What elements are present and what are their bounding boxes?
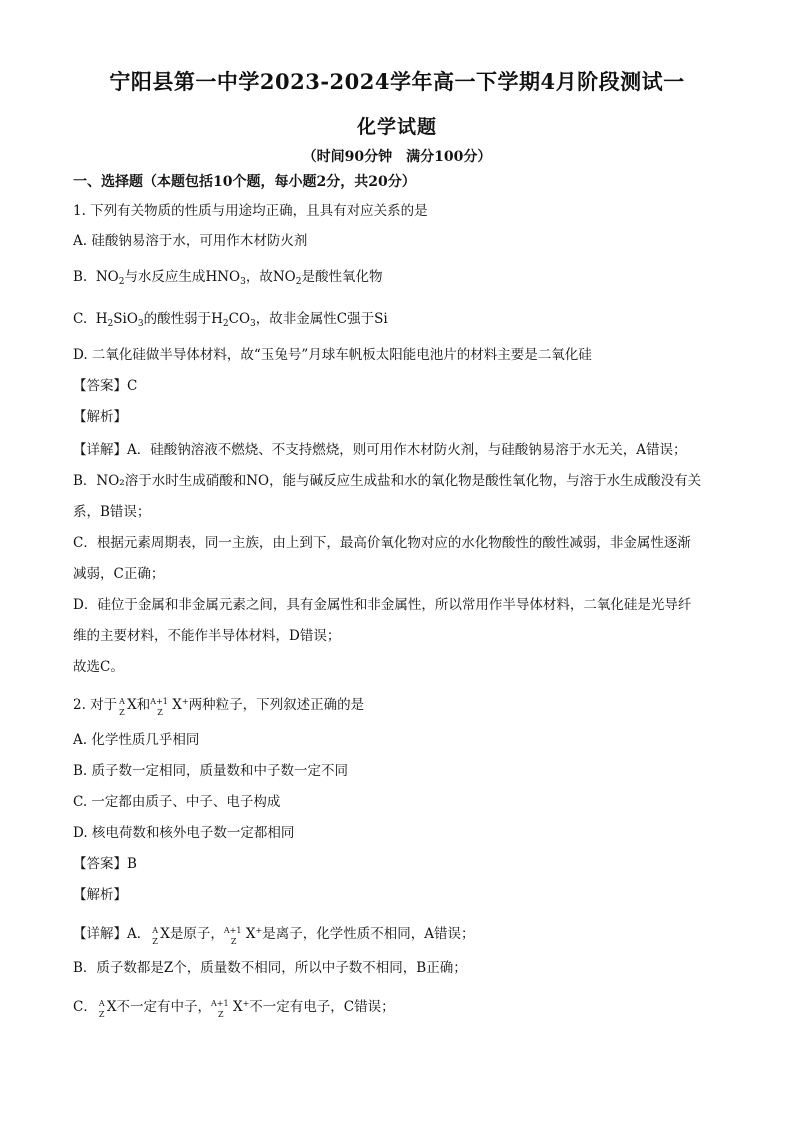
- q1-detail-line: 维的主要材料，不能作半导体材料，D错误；: [73, 628, 341, 644]
- q2-option-d: D. 核电荷数和核外电子数一定都相同: [73, 825, 295, 841]
- option-text: ，故非金属性C强于Si: [255, 311, 388, 327]
- q1-detail-line: 系，B错误；: [73, 504, 151, 520]
- stem-text: 和: [136, 697, 151, 713]
- option-label: C.: [73, 311, 88, 327]
- stem-text: 两种粒子，下列叙述正确的是: [188, 697, 365, 713]
- nuclide-symbol: A Z: [98, 999, 105, 1019]
- q1-option-d: D. 二氧化硅做半导体材料，故“玉兔号”月球车帆板太阳能电池片的材料主要是二氧化硅: [73, 347, 592, 363]
- formula-no2: $NO_2$: [95, 269, 125, 287]
- q1-detail-line: C．根据元素周期表，同一主族，由上到下，最高价氧化物对应的水化物酸性的酸性减弱，非金属性逐渐: [73, 535, 691, 551]
- q1-stem: 1. 下列有关物质的性质与用途均正确，且具有对应关系的是: [73, 203, 428, 219]
- formula-no2: $NO_2$: [272, 269, 302, 287]
- nuclide-symbol: A+1 Z: [150, 697, 168, 717]
- q1-conclusion: 故选C。: [73, 659, 124, 675]
- formula-h2co3: $H_2CO_3$: [211, 311, 256, 329]
- formula-h2sio3: $H_2SiO_3$: [95, 311, 144, 329]
- q1-detail-line: 减弱，C正确；: [73, 566, 165, 582]
- section-heading: 一、选择题（本题包括10个题，每小题2分，共20分）: [73, 174, 416, 190]
- nuclide-symbol: A Z: [152, 926, 159, 946]
- q2-detail-line: 【详解】A． A Z X是原子， A+1 Z X+是离子，化学性质不相同，A错误；: [73, 926, 475, 946]
- time-note: （时间90分钟 满分100分）: [302, 149, 492, 165]
- nuclide-symbol: A+1 Z: [223, 926, 242, 946]
- nuclide-symbol: A+1 Z: [210, 999, 229, 1019]
- q1-detail-line: D．硅位于金属和非金属元素之间，具有金属性和非金属性，所以常用作半导体材料，二氧化硅是光导纤: [73, 597, 692, 613]
- q2-option-b: B. 质子数一定相同，质量数和中子数一定不同: [73, 763, 349, 779]
- q2-answer: 【答案】B: [73, 856, 137, 872]
- q2-detail-line: B．质子数都是Z个，质量数不相同，所以中子数不相同，B正确；: [73, 960, 467, 976]
- q2-detail-line: C． A Z X不一定有中子， A+1 Z X+不一定有电子，C错误；: [73, 999, 395, 1019]
- option-text: 与水反应生成: [124, 269, 206, 285]
- q2-option-a: A. 化学性质几乎相同: [73, 732, 200, 748]
- subject-title: 化学试题: [356, 116, 437, 138]
- q2-option-c: C. 一定都由质子、中子、电子构成: [73, 794, 281, 810]
- option-text: 的酸性弱于: [143, 311, 212, 327]
- q1-analysis-label: 【解析】: [73, 409, 127, 425]
- q1-option-a: A. 硅酸钠易溶于水，可用作木材防火剂: [73, 233, 308, 249]
- q1-detail-line: B．NO₂溶于水时生成硝酸和NO，能与碱反应生成盐和水的氧化物是酸性氧化物，与溶于水生成酸没有关: [73, 473, 702, 489]
- nuclide-symbol: A Z: [119, 697, 125, 717]
- q2-analysis-label: 【解析】: [73, 887, 127, 903]
- q1-option-b: [73, 268, 382, 291]
- option-label: B.: [73, 269, 88, 285]
- q2-stem: 2. 对于 A Z X和 A+1 Z X+两种粒子，下列叙述正确的是: [73, 697, 365, 717]
- formula-hno3: $HNO_3$: [205, 269, 246, 287]
- option-text: 是酸性氧化物: [301, 269, 383, 285]
- option-text: ，故: [245, 269, 273, 285]
- stem-text: 2. 对于: [73, 697, 118, 713]
- exam-title: 宁阳县第一中学2023-2024学年高一下学期4月阶段测试一: [109, 69, 685, 94]
- q1-detail-line: 【详解】A．硅酸钠溶液不燃烧、不支持燃烧，则可用作木材防火剂，与硅酸钠易溶于水无关，A错误；: [73, 442, 687, 458]
- q1-answer: 【答案】C: [73, 378, 138, 394]
- q1-option-c: [73, 310, 388, 333]
